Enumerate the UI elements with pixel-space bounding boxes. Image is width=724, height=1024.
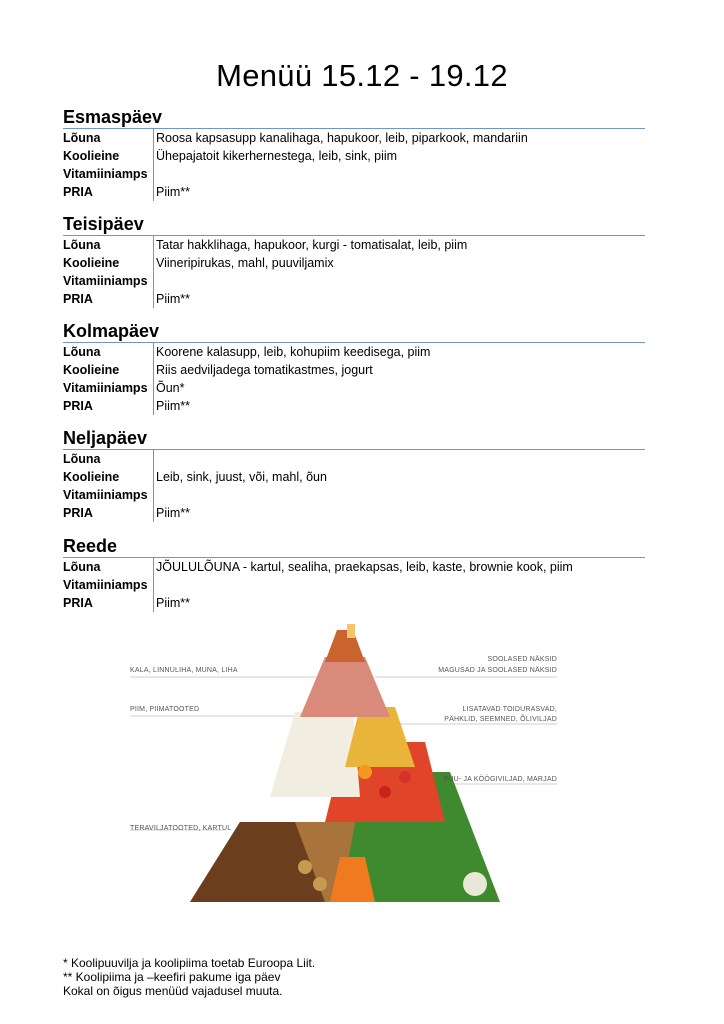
menu-row-vitamin [63, 486, 645, 504]
day-section-thursday [63, 427, 645, 522]
row-label: Koolieine [63, 361, 154, 379]
day-name: Kolmapäev [63, 321, 160, 341]
row-label: Vitamiiniamps [63, 379, 154, 397]
row-value: Piim** [156, 292, 191, 306]
row-value: Leib, sink, juust, või, mahl, õun [156, 470, 327, 484]
pyramid-detail-potato [313, 877, 327, 891]
row-label: PRIA [63, 183, 154, 201]
pyramid-detail-orange [358, 765, 372, 779]
row-label: Lõuna [63, 236, 154, 254]
day-section-wednesday [63, 320, 645, 415]
menu-row-snack [63, 147, 645, 165]
menu-row-pria [63, 397, 645, 415]
pyramid-label-protein: KALA, LINNULIHA, MUNA, LIHA [130, 667, 238, 674]
row-value [154, 576, 156, 594]
row-value: Roosa kapsasupp kanalihaga, hapukoor, leib, piparkook, mandariin [156, 131, 528, 145]
row-value: Piim** [156, 399, 191, 413]
row-label: Lõuna [63, 129, 154, 147]
pyramid-detail-glass [347, 624, 355, 638]
menu-row-pria [63, 504, 645, 522]
row-value: Riis aedviljadega tomatikastmes, jogurt [156, 363, 373, 377]
row-label: PRIA [63, 397, 154, 415]
row-label: Lõuna [63, 558, 154, 576]
row-value: Viineripirukas, mahl, puuviljamix [156, 256, 334, 270]
day-section-tuesday [63, 213, 645, 308]
row-value: Piim** [156, 596, 191, 610]
footnotes [63, 956, 315, 998]
footnote: * Koolipuuvilja ja koolipiima toetab Euroopa Liit. [63, 956, 316, 970]
pyramid-label-dairy: PIIM, PIIMATOOTED [130, 706, 200, 713]
row-label: Vitamiiniamps [63, 165, 154, 183]
menu-row-vitamin [63, 272, 645, 290]
menu-row-snack [63, 254, 645, 272]
pyramid-detail-apple [399, 771, 411, 783]
pyramid-label-snacks: SOOLASED NÄKSID [487, 656, 557, 663]
pyramid-layer-protein [300, 657, 390, 717]
row-label: PRIA [63, 594, 154, 612]
row-value: JÕULULÕUNA - kartul, sealiha, praekapsas, leib, kaste, brownie kook, piim [156, 560, 573, 574]
row-value: Piim** [156, 185, 191, 199]
row-label: Koolieine [63, 468, 154, 486]
row-value [154, 272, 156, 290]
pyramid-label-sweets: MAGUSAD JA SOOLASED NÄKSID [438, 667, 557, 674]
menu-row-lunch [63, 236, 645, 254]
menu-row-vitamin [63, 379, 645, 397]
pyramid-detail-tomato [379, 786, 391, 798]
menu-row-vitamin [63, 576, 645, 594]
row-label: Lõuna [63, 450, 154, 468]
pyramid-label-fats: LISATAVAD TOIDURASVAD, [462, 706, 557, 713]
pyramid-detail-potato [298, 860, 312, 874]
day-name: Neljapäev [63, 428, 148, 448]
menu-row-pria [63, 290, 645, 308]
menu-row-lunch [63, 558, 645, 576]
footnote: ** Koolipiima ja –keefiri pakume iga päev [63, 970, 281, 984]
day-name: Reede [63, 536, 118, 556]
menu-row-pria [63, 183, 645, 201]
row-value: Tatar hakklihaga, hapukoor, kurgi - tomatisalat, leib, piim [156, 238, 468, 252]
row-label: PRIA [63, 504, 154, 522]
row-label: Koolieine [63, 254, 154, 272]
row-value [154, 486, 156, 504]
menu-row-pria [63, 594, 645, 612]
page-title: Menüü 15.12 - 19.12 [216, 58, 508, 93]
menu-row-snack [63, 468, 645, 486]
menu-row-snack [63, 361, 645, 379]
food-pyramid-image [125, 622, 565, 904]
day-section-friday [63, 535, 645, 612]
day-name: Teisipäev [63, 214, 144, 234]
pyramid-label-fruits-vegetables: PUU- JA KÖÖGIVILJAD, MARJAD [443, 776, 557, 783]
menu-row-vitamin [63, 165, 645, 183]
row-label: Vitamiiniamps [63, 486, 154, 504]
pyramid-label-nuts: PÄHKLID, SEEMNED, ÕLIVILJAD [444, 716, 557, 723]
footnote: Kokal on õigus menüüd vajadusel muuta. [63, 984, 283, 998]
row-value: Ühepajatoit kikerhernestega, leib, sink, piim [156, 149, 398, 163]
menu-row-lunch [63, 343, 645, 361]
day-section-monday [63, 106, 645, 201]
row-label: Koolieine [63, 147, 154, 165]
pyramid-layer-dairy [270, 712, 360, 797]
row-value [154, 165, 156, 183]
pyramid-label-grains: TERAVILJATOOTED, KARTUL [130, 825, 232, 832]
row-label: Lõuna [63, 343, 154, 361]
menu-row-lunch [63, 450, 645, 468]
row-label: PRIA [63, 290, 154, 308]
menu-row-lunch [63, 129, 645, 147]
row-value: Piim** [156, 506, 191, 520]
pyramid-layer-sweets [325, 630, 365, 662]
day-name: Esmaspäev [63, 107, 163, 127]
row-value [154, 450, 156, 468]
row-label: Vitamiiniamps [63, 272, 154, 290]
row-value: Koorene kalasupp, leib, kohupiim keedisega, piim [156, 345, 431, 359]
row-label: Vitamiiniamps [63, 576, 154, 594]
pyramid-detail-cabbage [463, 872, 487, 896]
row-value: Õun* [156, 381, 185, 395]
